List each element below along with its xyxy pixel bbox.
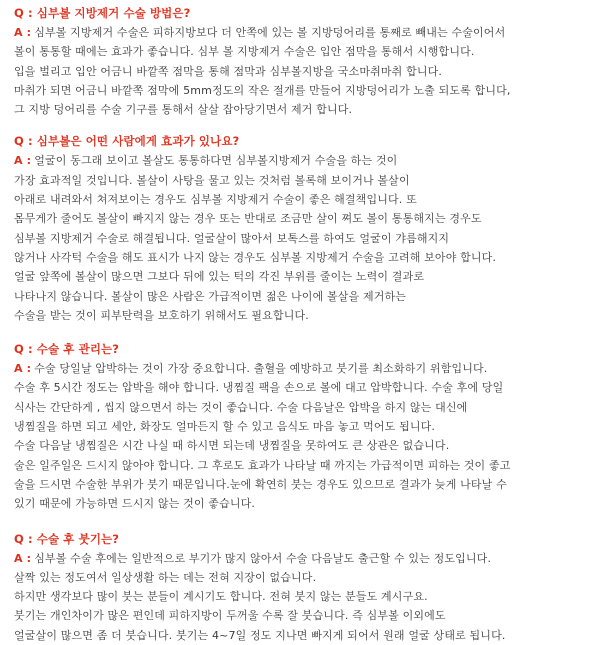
answer-text: 수술 당일날 압박하는 것이 가장 중요합니다. 출혈을 예방하고 붓기를 최소화하기 위함입니다. — [34, 362, 488, 376]
answer-line: 마취가 되면 어금니 바깥쪽 점막에 5mm정도의 작은 절개를 만들어 지방덩어리가 노출 되도록 합니다, — [14, 83, 511, 97]
answer-line: 수술 후 5시간 정도는 압박을 해야 합니다. 냉찜질 팩을 손으로 볼에 대고 압박합니다. 수술 후에 당일 — [14, 381, 504, 395]
qa-block-surgery-method — [14, 4, 600, 119]
qa-block-target-candidates — [14, 132, 600, 325]
answer-line: 수술을 받는 것이 피부탄력을 보호하기 위해서도 필요합니다. — [14, 308, 309, 322]
answer-line — [14, 151, 600, 170]
answer-line: 심부볼 지방제거 수술로 해결됩니다. 얼굴살이 많아서 보톡스를 하여도 얼굴이 갸름해지지 — [14, 231, 450, 245]
answer-line: 술은 일주일은 드시지 않아야 합니다. 그 후로도 효과가 나타날 때 까지는 가급적이면 피하는 것이 좋고 — [14, 458, 511, 472]
qa-block-aftercare — [14, 340, 600, 513]
answer-line: 있기 때문에 가능하면 드시지 않는 것이 좋습니다. — [14, 497, 256, 511]
answer-line — [14, 23, 600, 42]
answer-line: 수술 다음날 냉찜질은 시간 나실 때 하시면 되는데 냉찜질을 못하여도 큰 상관은 없습니다. — [14, 439, 450, 453]
answer-line: 가장 효과적일 것입니다. 볼살이 사탕을 물고 있는 것처럼 볼록해 보이거나 볼살이 — [14, 173, 410, 187]
question-heading: Q : 심부볼 지방제거 수술 방법은? — [14, 6, 191, 20]
question-heading: Q : 수술 후 붓기는? — [14, 531, 120, 546]
answer-line: 않거나 사각턱 수술을 해도 표시가 나지 않는 경우도 심부볼 지방제거 수술을 고려해 보아야 합니다. — [14, 250, 497, 264]
answer-line: 얼굴 앞쪽에 볼살이 많으면 그보다 뒤에 있는 턱의 각진 부위를 줄이는 노력이 결과로 — [14, 270, 425, 284]
answer-line: 아래로 내려와서 쳐져보이는 경우도 심부볼 지방제거 수술이 좋은 해결책입니다. 또 — [14, 193, 417, 207]
answer-text: 얼굴이 동그래 보이고 볼살도 통통하다면 심부볼지방제거 수술을 하는 것이 — [34, 154, 398, 168]
answer-prefix: A : — [14, 551, 32, 565]
answer-line: 냉찜질을 하면 되고 세안, 화장도 얼마든지 할 수 있고 음식도 마음 놓고 먹어도 됩니다. — [14, 420, 436, 434]
answer-line: 하지만 생각보다 많이 붓는 분들이 계시기도 합니다. 전혀 붓지 않는 분들도 계시구요. — [14, 590, 428, 604]
answer-text: 심부볼 수술 후에는 일반적으로 부기가 많지 않아서 수술 다음날도 출근할 수 있는 정도입니다. — [34, 551, 492, 565]
answer-line: 그 지방 덩어리를 수술 기구를 통해서 살살 잡아당기면서 제거 합니다. — [14, 103, 353, 117]
answer-line — [14, 549, 600, 568]
answer-line: 붓기는 개인차이가 많은 편인데 피하지방이 두꺼울 수록 잘 붓습니다. 즉 심부볼 이외에도 — [14, 609, 446, 623]
answer-prefix: A : — [14, 26, 32, 39]
answer-line: 입을 벌리고 입안 어금니 바깥쪽 점막을 통해 점막과 심부볼지방을 국소마취마취 합니다. — [14, 64, 443, 78]
question-heading: Q : 수술 후 관리는? — [14, 342, 120, 357]
answer-prefix: A : — [14, 362, 32, 376]
answer-line: 술을 드시면 수술한 부위가 붓기 때문입니다.눈에 확연히 붓는 경우도 있으므로 결과가 늦게 나타날 수 — [14, 477, 507, 491]
answer-line: 살짝 있는 정도여서 일상생활 하는 데는 전혀 지장이 없습니다. — [14, 570, 317, 584]
answer-line: 나타나지 않습니다. 볼살이 많은 사람은 가급적이면 젊은 나이에 볼살을 제거하는 — [14, 289, 407, 303]
answer-line: 식사는 간단하게 , 씹지 않으면서 하는 것이 좋습니다. 수술 다음날은 압박을 하지 않는 대신에 — [14, 400, 468, 414]
answer-text: 심부볼 지방제거 수술은 피하지방보다 더 안쪽에 있는 볼 지방덩어리를 통째로 빼내는 수술이어서 — [34, 26, 506, 39]
qa-block-swelling — [14, 530, 600, 645]
answer-line: 얼굴살이 많으면 좀 더 붓습니다. 붓기는 4~7일 정도 지나면 빠지게 되어서 원래 얼굴 상태로 됩니다. — [14, 628, 506, 642]
answer-line — [14, 359, 600, 378]
answer-line: 몸무게가 줄어도 볼살이 빠지지 않는 경우 또는 반대로 조금만 살이 쪄도 볼이 통통해지는 경우도 — [14, 212, 482, 226]
answer-line: 볼이 통통할 때에는 효과가 좋습니다. 심부 볼 지방제거 수술은 입안 점막을 통해서 시행합니다. — [14, 45, 475, 59]
answer-prefix: A : — [14, 154, 32, 168]
question-heading: Q : 심부볼은 어떤 사람에게 효과가 있나요? — [14, 134, 240, 149]
